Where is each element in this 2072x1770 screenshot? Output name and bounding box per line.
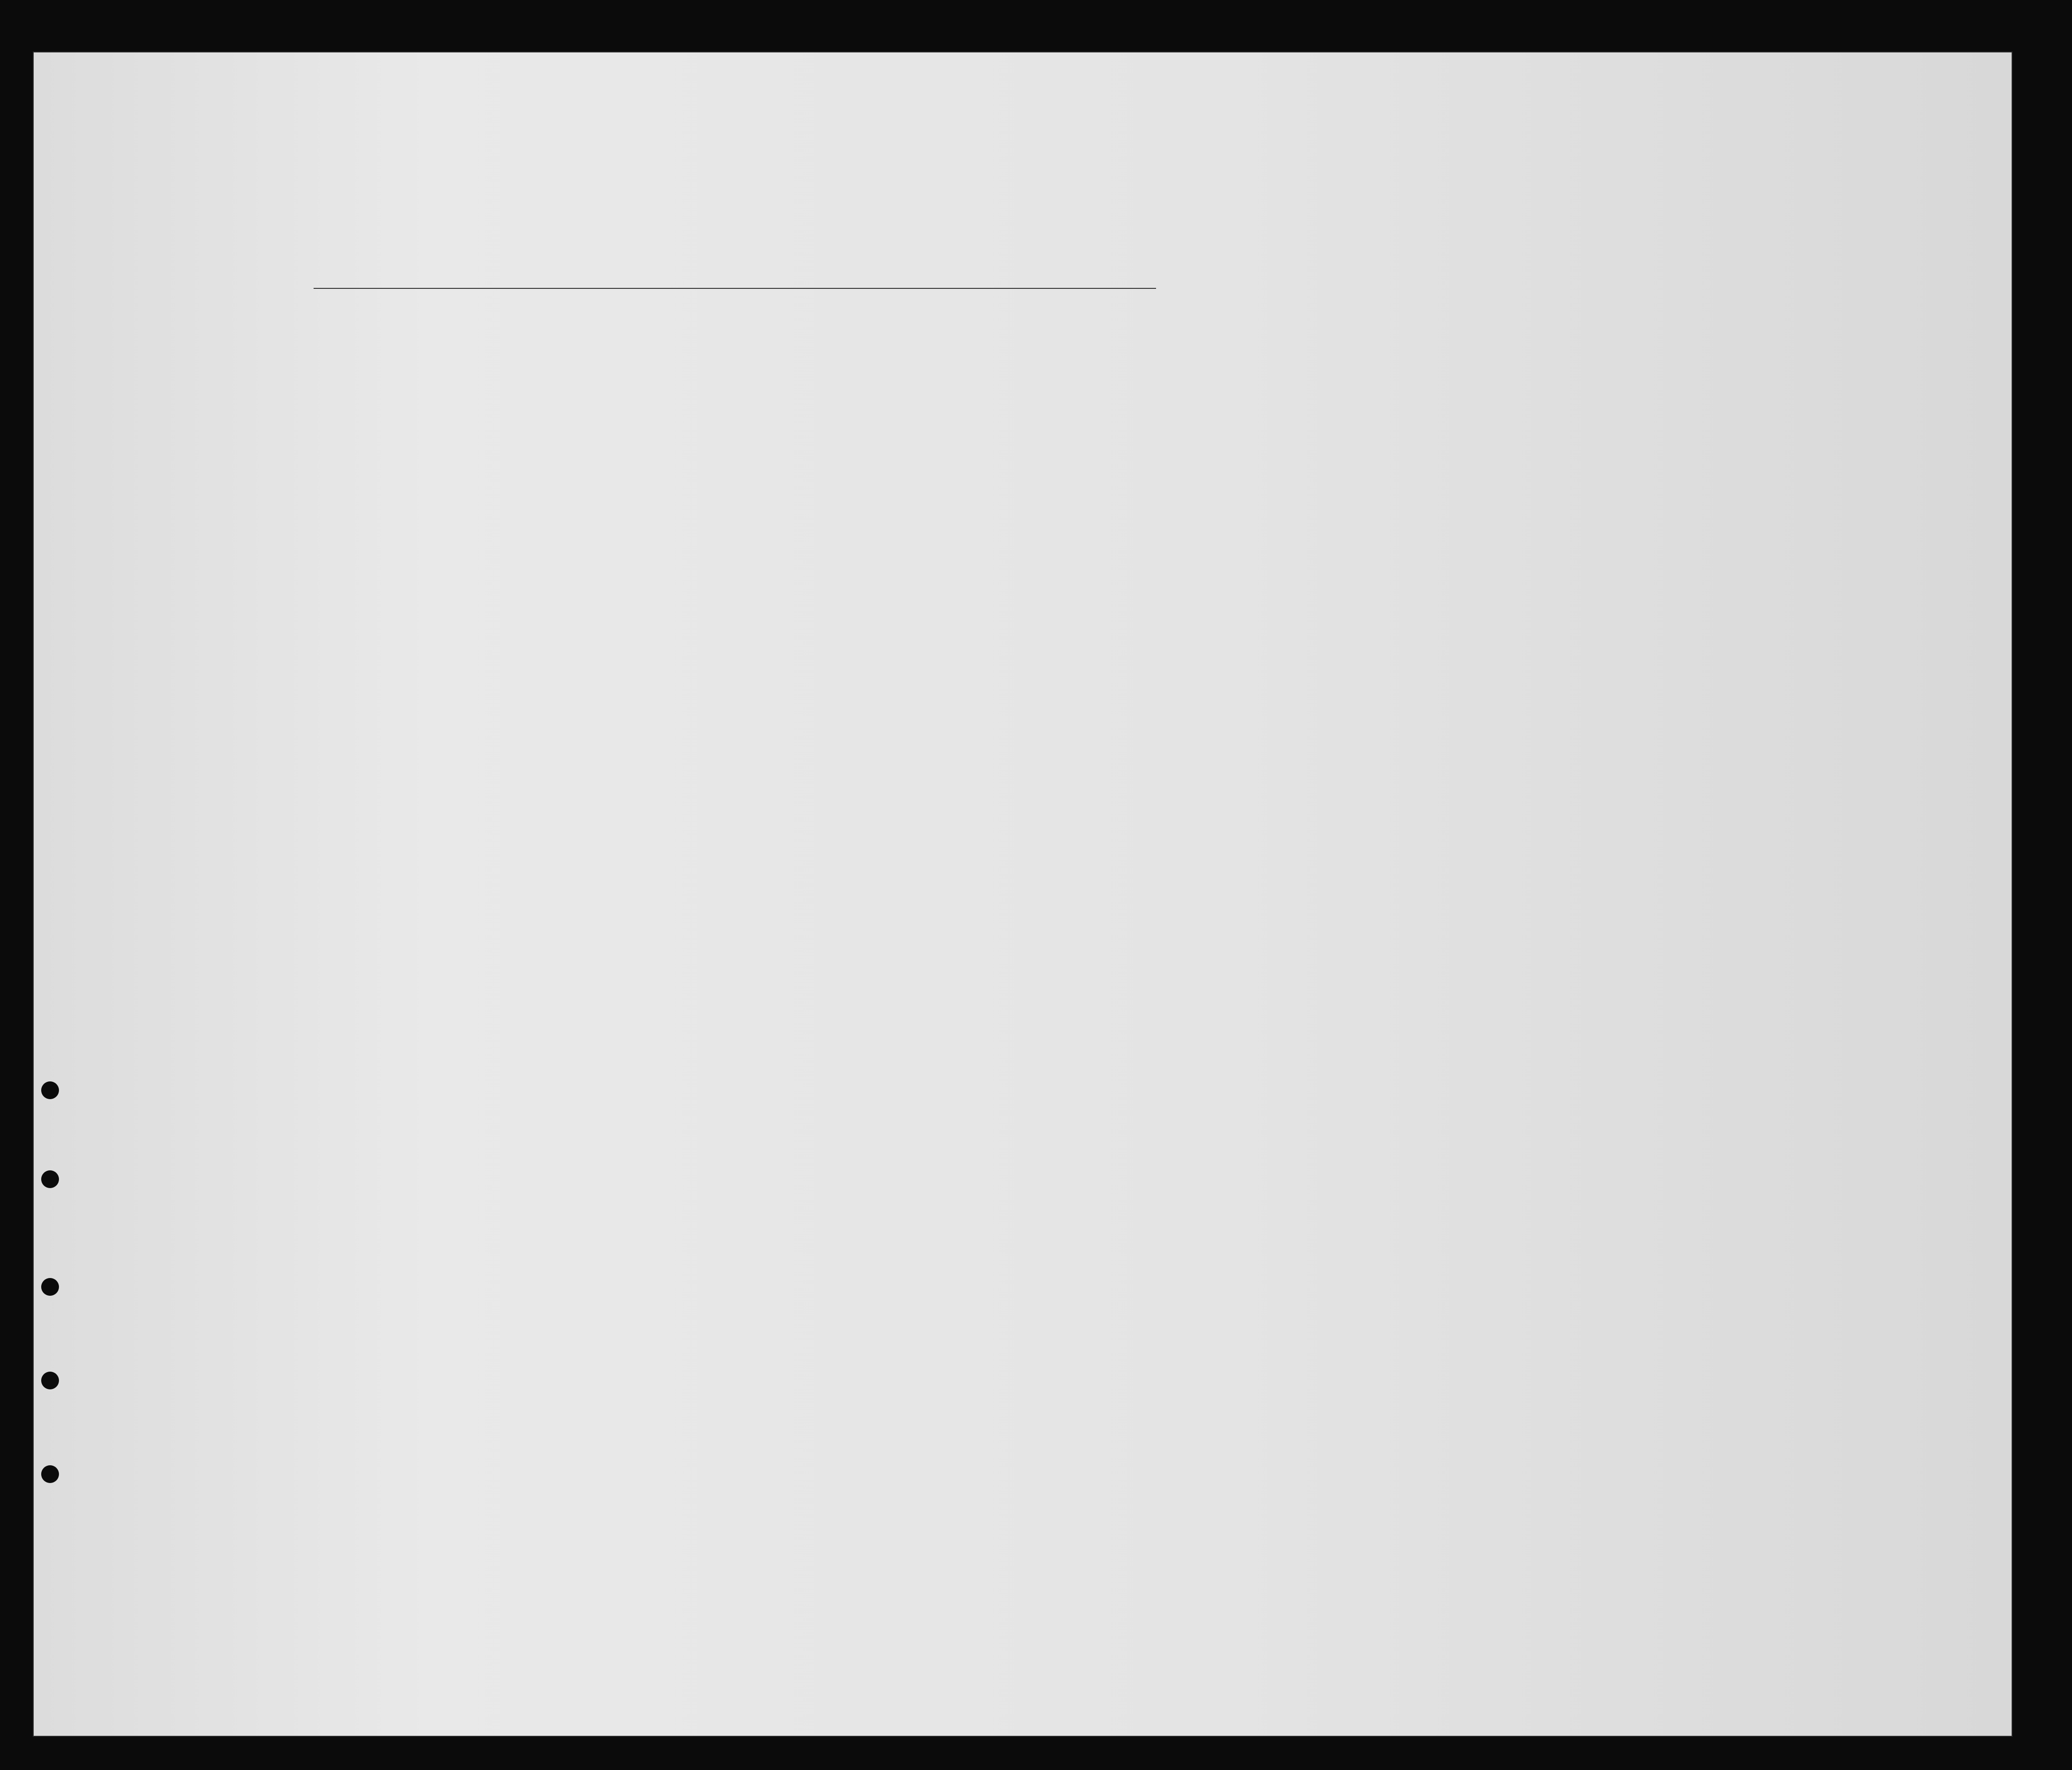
manifest-table (84, 304, 2013, 1624)
punch-hole (41, 1278, 59, 1296)
manifest-sheet (33, 51, 2013, 1737)
date-underline (828, 288, 1156, 289)
punch-hole (41, 1465, 59, 1483)
port-underline (314, 288, 842, 289)
punch-hole (41, 1372, 59, 1389)
punch-hole (41, 1170, 59, 1188)
punch-hole (41, 1081, 59, 1099)
